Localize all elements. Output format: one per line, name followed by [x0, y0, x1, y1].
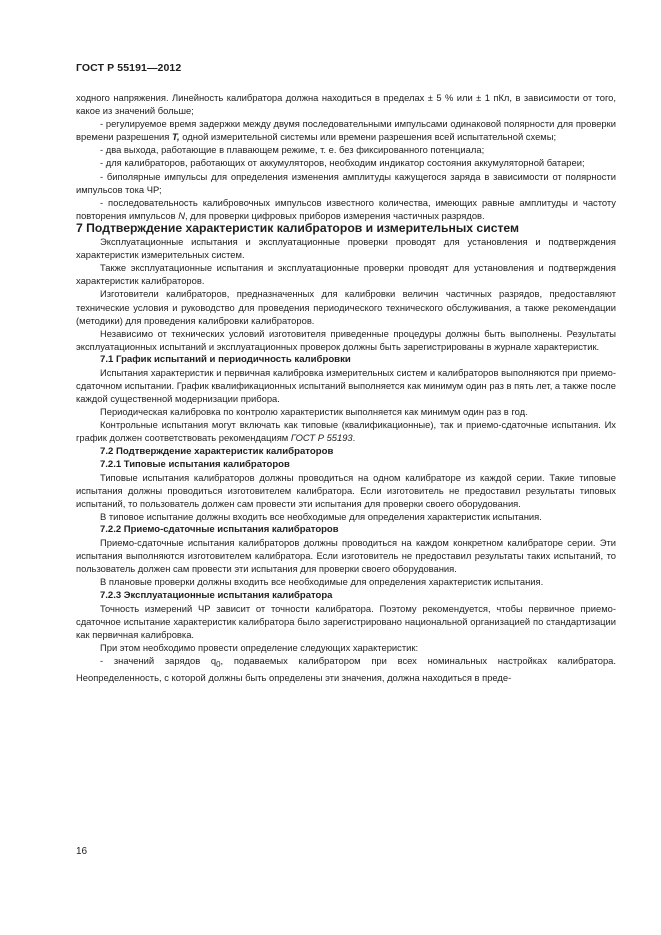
paragraph: Приемо-сдаточные испытания калибраторов должны проводиться на каждом конкретном калибраторе серии. Эти испытания выполняются изготовителем калибратора. Если изготовитель не предоставил результаты таких испытаний, то пользователь должен сам провести эти испытания для проверки своего оборудования. — [76, 537, 616, 575]
paragraph: Типовые испытания калибраторов должны проводиться на одном калибраторе из каждой серии. Такие типовые испытания должны проводиться изготовителем калибратора. Если изготовитель не предоставил результаты типовых испытаний, то пользователь должен сам провести эти испытания для проверки своего оборудования. — [76, 471, 616, 509]
section-heading-7-1: 7.1 График испытаний и периодичность калибровки — [100, 353, 351, 365]
running-header: ГОСТ Р 55191—2012 — [76, 62, 182, 74]
section-heading-7-2: 7.2 Подтверждение характеристик калибраторов — [100, 445, 334, 457]
paragraph: Контрольные испытания могут включать как типовые (квалификационные), так и приемо-сдаточные испытания. Их график должен соответствовать рекомендациям ГОСТ Р 55193. — [76, 419, 616, 444]
page-body — [76, 91, 616, 684]
paragraph: Испытания характеристик и первичная калибровка измерительных систем и калибраторов выполняются при приемо-сдаточном испытании. График квалификационных испытаний выполняется как минимум один раз в пять лет, а также после каждой существенной модернизации прибора. — [76, 366, 616, 405]
symbol-t: T, — [171, 131, 180, 143]
paragraph: Периодическая калибровка по контролю характеристик выполняется как минимум один раз в год. — [100, 406, 528, 418]
section-heading-7-2-2: 7.2.2 Приемо-сдаточные испытания калибраторов — [100, 524, 339, 536]
subscript-zero: 0 — [216, 659, 221, 669]
paragraph: При этом необходимо провести определение следующих характеристик: — [100, 641, 419, 653]
paragraph: Эксплуатационные испытания и эксплуатационные проверки проводят для установления и подтверждения характеристик измерительных систем. — [76, 236, 616, 261]
list-item: - для калибраторов, работающих от аккумуляторов, необходим индикатор состояния аккумуляторной батареи; — [100, 157, 585, 169]
paragraph: Изготовители калибраторов, предназначенных для калибровки величин частичных разрядов, предоставляют технические условия и руководство для проведения периодического технического обслуживания, а также рекомендации (методики) для проведения калибровки калибраторов. — [76, 288, 616, 326]
list-item: - биполярные импульсы для определения изменения амплитуды кажущегося заряда в зависимости от полярности импульсов тока ЧР; — [76, 170, 616, 195]
symbol-n: N — [178, 209, 185, 221]
list-item: - значений зарядов $q_0$, подаваемых калибратором при всех номинальных настройках калибратора. Неопределенность, с которой должны быть определены эти значения, должна находиться в преде- — [76, 655, 616, 683]
paragraph: Точность измерений ЧР зависит от точности калибратора. Поэтому рекомендуется, чтобы первичное приемо-сдаточное испытание характеристик калибратора было зарегистрировано национальной организацией по стандартизации как первичная калибровка. — [76, 602, 616, 640]
list-item: - два выхода, работающие в плавающем режиме, т. е. без фиксированного потенциала; — [100, 144, 485, 156]
list-item: - последовательность калибровочных импульсов известного количества, имеющих равные амплитуды и частоту повторения импульсов N, для проверки цифровых приборов измерения частичных разрядов. — [76, 196, 616, 221]
paragraph: ходного напряжения. Линейность калибратора должна находиться в пределах ± 5 % или ± 1 пКл, в зависимости от того, какое из значений больше; — [76, 92, 616, 117]
paragraph: В типовое испытание должны входить все необходимые для определения характеристик испытания. — [100, 511, 542, 522]
section-heading-7-2-1: 7.2.1 Типовые испытания калибраторов — [100, 458, 290, 470]
paragraph: В плановые проверки должны входить все необходимые для определения характеристик испытания. — [100, 576, 544, 588]
paragraph: Независимо от технических условий изготовителя приведенные процедуры должны быть выполнены. Результаты эксплуатационных испытаний и эксплуатационных проверок должны быть зарегистрированы в журнале характеристик. — [76, 327, 616, 352]
reference-gost: ГОСТ Р 55193 — [290, 432, 353, 444]
list-item: - регулируемое время задержки между двумя последовательными импульсами одинаковой полярности для проверки времени разрешения T, одной измерительной системы или времени разрешения всей испытательной схемы; — [76, 118, 616, 143]
paragraph: Также эксплуатационные испытания и эксплуатационные проверки проводят для установления и подтверждения характеристик калибраторов. — [76, 262, 616, 287]
section-heading-7: 7 Подтверждение характеристик калибраторов и измерительных систем — [76, 220, 520, 235]
section-heading-7-2-3: 7.2.3 Эксплуатационные испытания калибратора — [100, 589, 333, 601]
page-number: 16 — [76, 846, 88, 857]
